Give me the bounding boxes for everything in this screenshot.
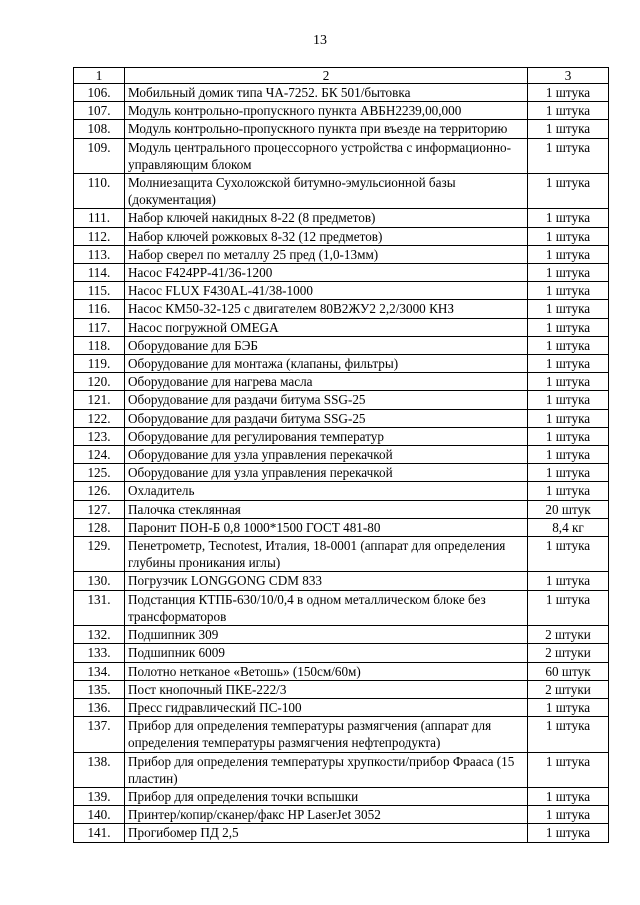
table-row (74, 336, 609, 354)
table-row (74, 209, 609, 227)
row-number: 126. (74, 482, 125, 500)
table-row (74, 264, 609, 282)
item-quantity: 1 штука (528, 717, 609, 752)
item-quantity: 1 штука (528, 209, 609, 227)
item-name: Подшипник 309 (125, 626, 528, 644)
table-row (74, 355, 609, 373)
row-number: 110. (74, 174, 125, 209)
item-name: Мобильный домик типа ЧА-7252. БК 501/бытовка (125, 84, 528, 102)
table-row (74, 824, 609, 842)
item-quantity: 1 штука (528, 174, 609, 209)
item-name: Прибор для определения температуры размягчения (аппарат для определения температуры размягчения нефтепродукта) (125, 717, 528, 752)
item-name: Паронит ПОН-Б 0,8 1000*1500 ГОСТ 481-80 (125, 518, 528, 536)
table-row (74, 537, 609, 572)
table-row (74, 409, 609, 427)
item-name: Оборудование для БЭБ (125, 336, 528, 354)
item-name: Погрузчик LONGGONG CDM 833 (125, 572, 528, 590)
table-row (74, 518, 609, 536)
row-number: 136. (74, 698, 125, 716)
item-quantity: 1 штука (528, 336, 609, 354)
table-body (74, 84, 609, 843)
row-number: 135. (74, 680, 125, 698)
row-number: 132. (74, 626, 125, 644)
item-name: Пресс гидравлический ПС-100 (125, 698, 528, 716)
row-number: 106. (74, 84, 125, 102)
row-number: 119. (74, 355, 125, 373)
item-quantity: 1 штука (528, 102, 609, 120)
table-row (74, 806, 609, 824)
item-name: Модуль контрольно-пропускного пункта при въезде на территорию (125, 120, 528, 138)
row-number: 115. (74, 282, 125, 300)
table-row (74, 245, 609, 263)
item-name: Оборудование для раздачи битума SSG-25 (125, 409, 528, 427)
table-row (74, 318, 609, 336)
row-number: 117. (74, 318, 125, 336)
row-number: 131. (74, 590, 125, 625)
item-name: Насос F424PP-41/36-1200 (125, 264, 528, 282)
item-quantity: 1 штука (528, 409, 609, 427)
table-row (74, 680, 609, 698)
table-row (74, 227, 609, 245)
row-number: 120. (74, 373, 125, 391)
item-quantity: 1 штука (528, 752, 609, 787)
item-quantity: 2 штуки (528, 644, 609, 662)
row-number: 123. (74, 427, 125, 445)
item-name: Принтер/копир/сканер/факс HP LaserJet 3052 (125, 806, 528, 824)
item-quantity: 1 штука (528, 120, 609, 138)
item-quantity: 1 штука (528, 264, 609, 282)
item-name: Оборудование для раздачи битума SSG-25 (125, 391, 528, 409)
item-quantity: 1 штука (528, 282, 609, 300)
item-quantity: 1 штука (528, 590, 609, 625)
row-number: 130. (74, 572, 125, 590)
item-name: Насос FLUX F430AL-41/38-1000 (125, 282, 528, 300)
table-header-row (74, 68, 609, 84)
table-row (74, 464, 609, 482)
table-row (74, 482, 609, 500)
table-row (74, 300, 609, 318)
table-row (74, 717, 609, 752)
item-name: Молниезащита Сухоложской битумно-эмульсионной базы (документация) (125, 174, 528, 209)
item-name: Оборудование для монтажа (клапаны, фильтры) (125, 355, 528, 373)
item-quantity: 60 штук (528, 662, 609, 680)
item-quantity: 8,4 кг (528, 518, 609, 536)
table-row (74, 84, 609, 102)
item-quantity: 1 штука (528, 464, 609, 482)
item-quantity: 1 штука (528, 373, 609, 391)
column-header-name: 2 (125, 68, 528, 84)
item-quantity: 1 штука (528, 446, 609, 464)
row-number: 122. (74, 409, 125, 427)
row-number: 139. (74, 787, 125, 805)
item-name: Оборудование для нагрева масла (125, 373, 528, 391)
item-quantity: 1 штука (528, 824, 609, 842)
row-number: 129. (74, 537, 125, 572)
table-row (74, 626, 609, 644)
row-number: 137. (74, 717, 125, 752)
item-quantity: 1 штука (528, 227, 609, 245)
item-quantity: 1 штука (528, 806, 609, 824)
item-quantity: 1 штука (528, 355, 609, 373)
row-number: 133. (74, 644, 125, 662)
item-name: Оборудование для регулирования температур (125, 427, 528, 445)
row-number: 141. (74, 824, 125, 842)
table-row (74, 644, 609, 662)
item-name: Прибор для определения температуры хрупкости/прибор Фрааса (15 пластин) (125, 752, 528, 787)
item-name: Оборудование для узла управления перекачкой (125, 464, 528, 482)
item-name: Насос погружной OMEGA (125, 318, 528, 336)
item-name: Модуль центрального процессорного устройства с информационно-управляющим блоком (125, 138, 528, 173)
item-name: Набор ключей накидных 8-22 (8 предметов) (125, 209, 528, 227)
table-row (74, 572, 609, 590)
table-row (74, 373, 609, 391)
row-number: 127. (74, 500, 125, 518)
item-name: Насос КМ50-32-125 с двигателем 80В2ЖУ2 2,2/3000 КНЗ (125, 300, 528, 318)
row-number: 116. (74, 300, 125, 318)
page-number: 13 (313, 33, 327, 48)
table-row (74, 590, 609, 625)
table-row (74, 174, 609, 209)
item-quantity: 1 штука (528, 138, 609, 173)
row-number: 113. (74, 245, 125, 263)
table-row (74, 391, 609, 409)
item-quantity: 1 штука (528, 245, 609, 263)
row-number: 138. (74, 752, 125, 787)
table-row (74, 138, 609, 173)
table-row (74, 787, 609, 805)
item-name: Набор сверел по металлу 25 пред (1,0-13мм) (125, 245, 528, 263)
row-number: 140. (74, 806, 125, 824)
item-quantity: 1 штука (528, 391, 609, 409)
row-number: 125. (74, 464, 125, 482)
table-row (74, 500, 609, 518)
item-quantity: 1 штука (528, 698, 609, 716)
column-header-quantity: 3 (528, 68, 609, 84)
item-quantity: 1 штука (528, 427, 609, 445)
row-number: 107. (74, 102, 125, 120)
item-quantity: 1 штука (528, 300, 609, 318)
item-quantity: 1 штука (528, 318, 609, 336)
table-row (74, 102, 609, 120)
item-quantity: 1 штука (528, 572, 609, 590)
row-number: 114. (74, 264, 125, 282)
item-name: Набор ключей рожковых 8-32 (12 предметов) (125, 227, 528, 245)
row-number: 112. (74, 227, 125, 245)
row-number: 111. (74, 209, 125, 227)
item-quantity: 1 штука (528, 787, 609, 805)
item-quantity: 2 штуки (528, 626, 609, 644)
item-quantity: 1 штука (528, 537, 609, 572)
item-name: Подшипник 6009 (125, 644, 528, 662)
item-name: Полотно нетканое «Ветошь» (150см/60м) (125, 662, 528, 680)
row-number: 134. (74, 662, 125, 680)
item-name: Подстанция КТПБ-630/10/0,4 в одном металлическом блоке без трансформаторов (125, 590, 528, 625)
row-number: 121. (74, 391, 125, 409)
item-quantity: 1 штука (528, 84, 609, 102)
row-number: 124. (74, 446, 125, 464)
column-header-number: 1 (74, 68, 125, 84)
table-row (74, 662, 609, 680)
row-number: 128. (74, 518, 125, 536)
item-name: Прибор для определения точки вспышки (125, 787, 528, 805)
table-row (74, 698, 609, 716)
table-row (74, 120, 609, 138)
item-name: Пенетрометр, Tecnotest, Италия, 18-0001 (аппарат для определения глубины проникания иглы) (125, 537, 528, 572)
row-number: 108. (74, 120, 125, 138)
item-name: Оборудование для узла управления перекачкой (125, 446, 528, 464)
item-quantity: 2 штуки (528, 680, 609, 698)
inventory-table (73, 67, 609, 843)
item-name: Охладитель (125, 482, 528, 500)
item-name: Прогибомер ПД 2,5 (125, 824, 528, 842)
table-row (74, 427, 609, 445)
table-row (74, 282, 609, 300)
table-row (74, 446, 609, 464)
item-quantity: 1 штука (528, 482, 609, 500)
item-quantity: 20 штук (528, 500, 609, 518)
item-name: Палочка стеклянная (125, 500, 528, 518)
table-row (74, 752, 609, 787)
row-number: 109. (74, 138, 125, 173)
item-name: Пост кнопочный ПКЕ-222/3 (125, 680, 528, 698)
row-number: 118. (74, 336, 125, 354)
item-name: Модуль контрольно-пропускного пункта АВБН2239,00,000 (125, 102, 528, 120)
